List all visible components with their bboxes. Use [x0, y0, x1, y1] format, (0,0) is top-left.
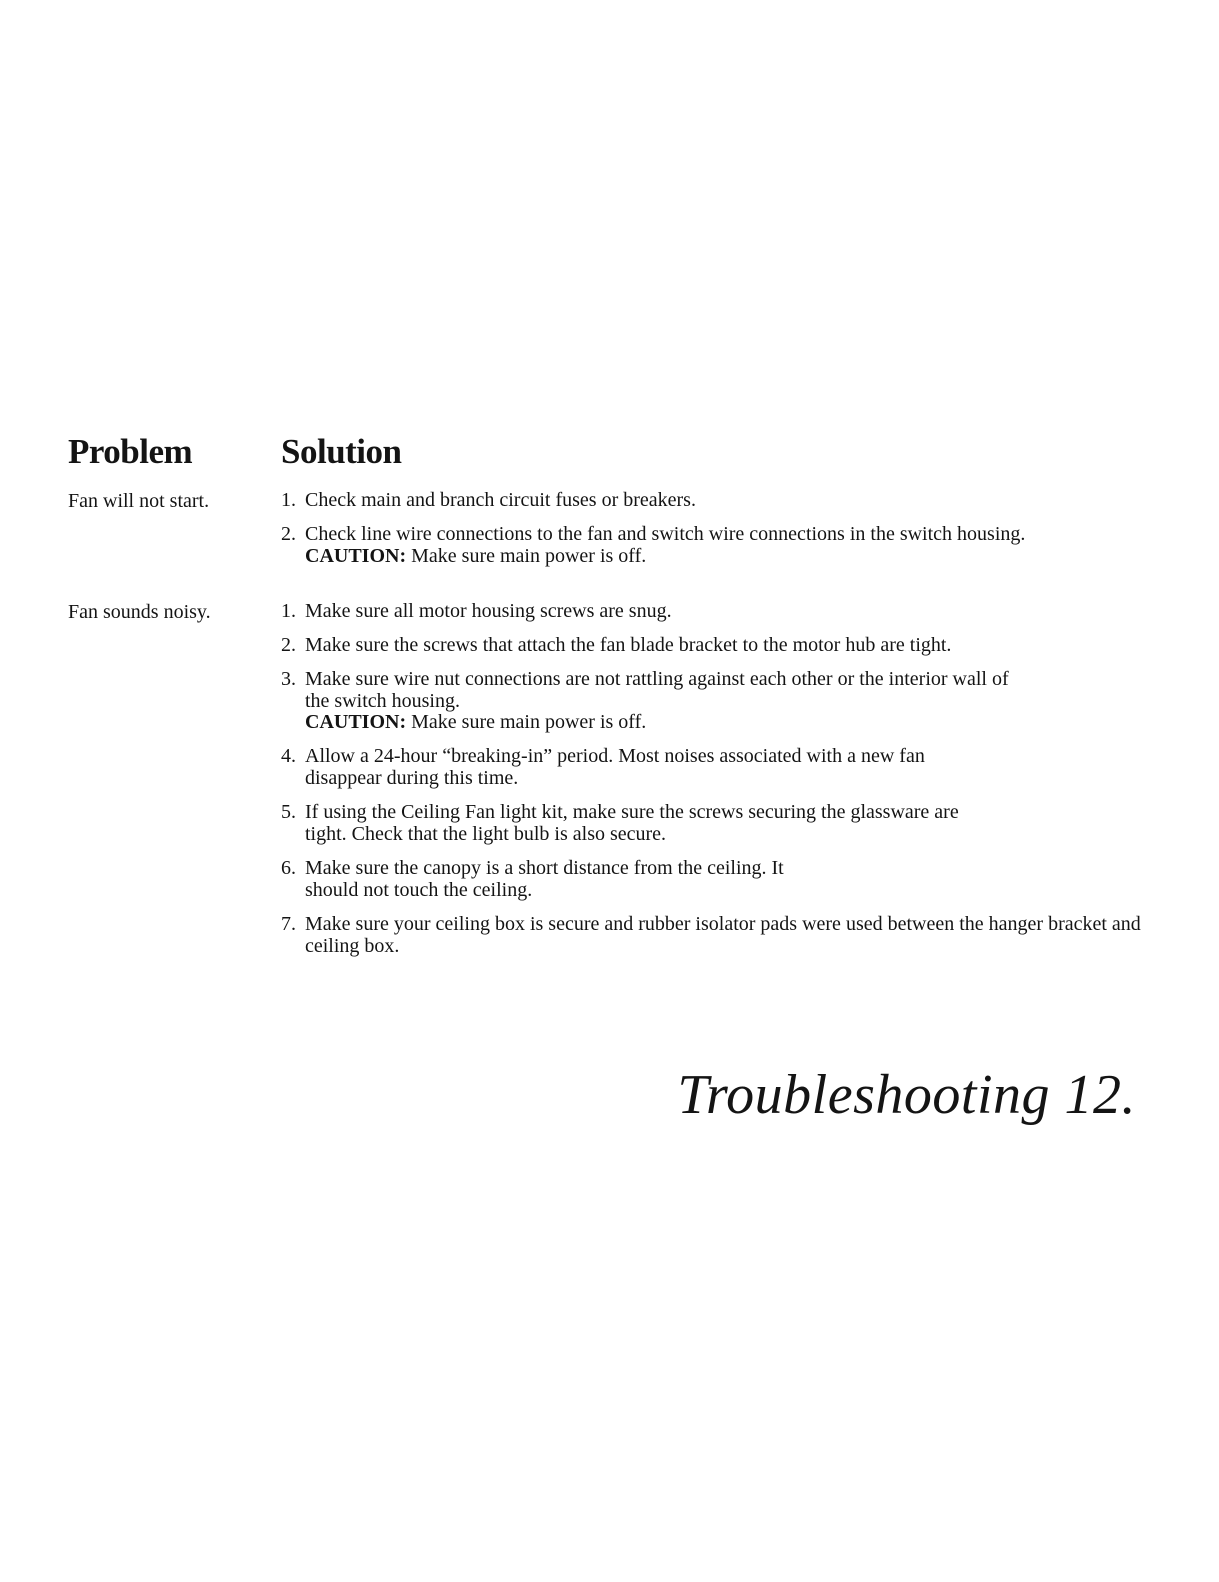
caution-text: Make sure main power is off.: [411, 711, 647, 733]
problem-label: Fan will not start.: [68, 490, 210, 512]
solution-item: [281, 524, 1141, 567]
caution-label: CAUTION:: [305, 711, 407, 733]
solution-number: 1.: [281, 600, 296, 622]
solution-text: If using the Ceiling Fan light kit, make sure the screws securing the glassware are tight. Check that the light bulb is also secure.: [305, 801, 959, 845]
solution-item: [281, 858, 821, 901]
page-footer-title: Troubleshooting 12.: [677, 1064, 1136, 1126]
solution-number: 4.: [281, 745, 296, 767]
solution-number: 3.: [281, 668, 296, 690]
solution-text: Make sure the screws that attach the fan blade bracket to the motor hub are tight.: [305, 634, 952, 656]
solution-item: [281, 802, 996, 845]
solution-heading: Solution: [281, 432, 402, 471]
solution-item: [281, 601, 1141, 623]
caution-label: CAUTION:: [305, 544, 407, 567]
caution-text: Make sure main power is off.: [411, 544, 647, 567]
solution-text: Check line wire connections to the fan and switch wire connections in the switch housing.: [305, 523, 1026, 545]
solution-number: 7.: [281, 913, 296, 935]
caution-note: [305, 712, 1021, 734]
solution-item: [281, 669, 1021, 734]
solution-text: Make sure your ceiling box is secure and rubber isolator pads were used between the hanger bracket and ceiling box.: [305, 913, 1141, 957]
solution-number: 6.: [281, 857, 296, 879]
problem-label: Fan sounds noisy.: [68, 601, 211, 623]
solution-number: 2.: [281, 523, 296, 545]
solution-number: 5.: [281, 801, 296, 823]
solution-text: Check main and branch circuit fuses or breakers.: [305, 489, 696, 511]
problem-heading: Problem: [68, 432, 193, 471]
caution-note: [305, 546, 1141, 568]
solution-item: [281, 746, 991, 789]
solution-number: 1.: [281, 489, 296, 511]
solution-text: Make sure all motor housing screws are snug.: [305, 600, 672, 622]
solution-item: [281, 635, 1141, 657]
solution-item: [281, 490, 1141, 512]
solution-text: Allow a 24-hour “breaking-in” period. Most noises associated with a new fan disappear during this time.: [305, 745, 925, 789]
solution-number: 2.: [281, 634, 296, 656]
solution-text: Make sure the canopy is a short distance from the ceiling. It should not touch the ceiling.: [305, 857, 784, 901]
solution-text: Make sure wire nut connections are not rattling against each other or the interior wall of the switch housing.: [305, 668, 1009, 712]
solution-item: [281, 914, 1141, 957]
